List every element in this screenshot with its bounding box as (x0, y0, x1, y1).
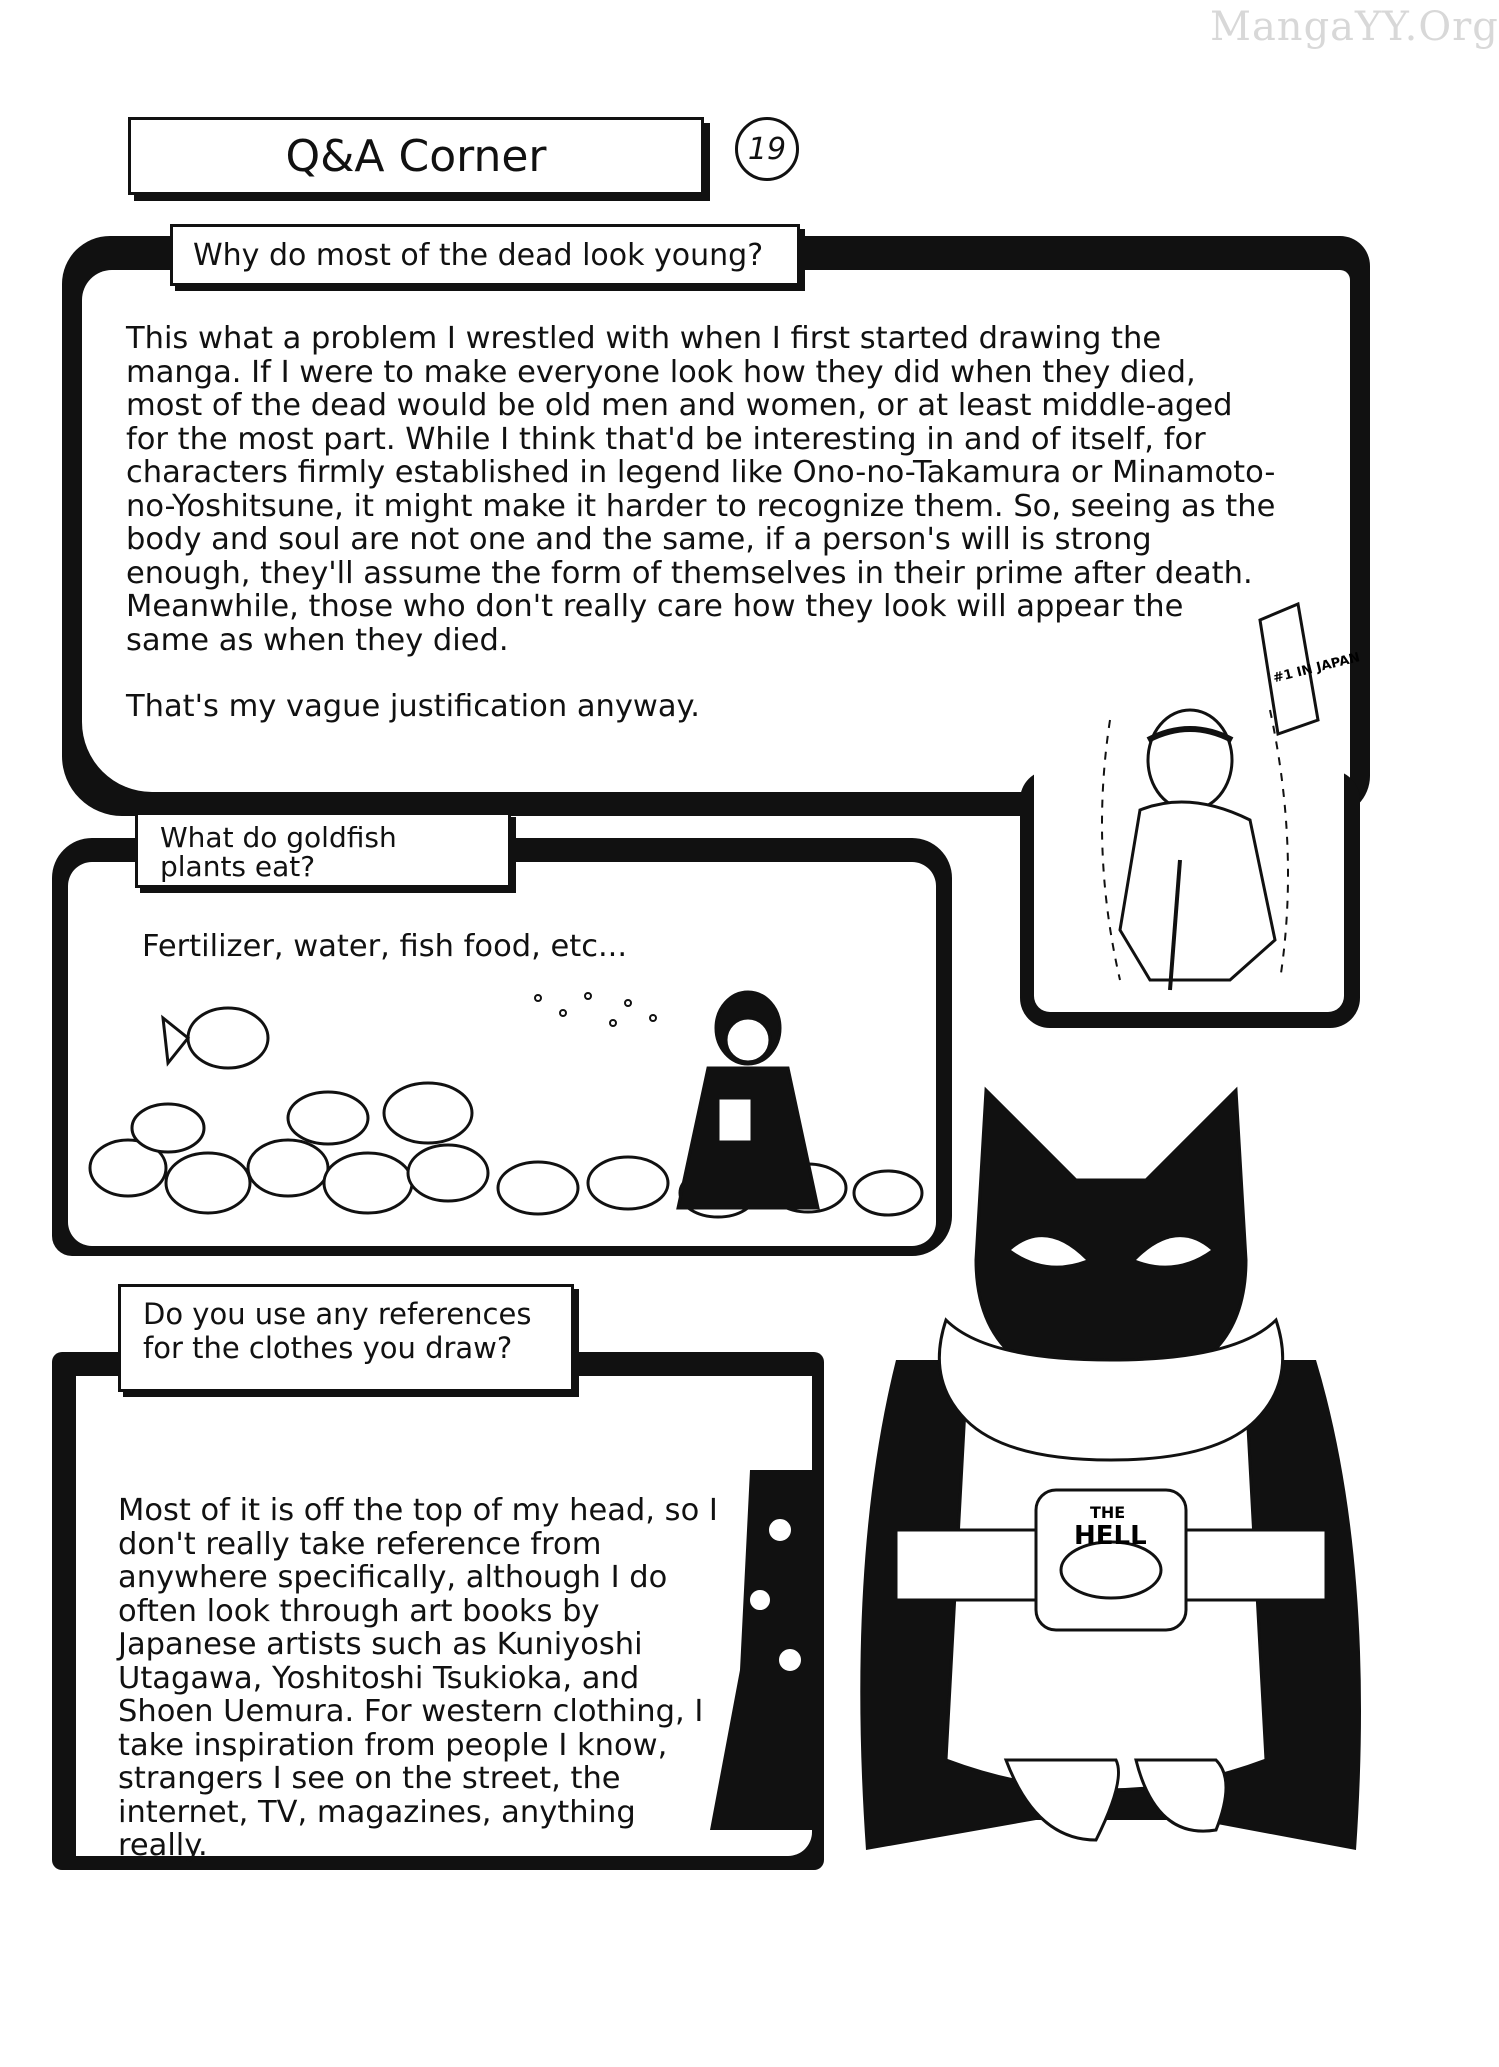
jumping-goldfish (163, 1008, 268, 1068)
hozuki-character (678, 992, 818, 1208)
sign-text: #1 IN JAPAN (1271, 650, 1362, 687)
cat-head (976, 1090, 1246, 1390)
kimono-pattern-decoration (710, 1470, 816, 1830)
belt-text-top: THE (1090, 1503, 1126, 1522)
question-label-clothes (118, 1284, 574, 1392)
wrestler-cat-illustration (836, 1060, 1396, 1860)
oldman-head (1148, 710, 1232, 810)
oldman-illustration (1060, 600, 1362, 1020)
question-text: Do you use any references for the clothes you draw? (143, 1297, 532, 1365)
page-title: Q&A Corner (128, 117, 704, 195)
answer-paragraph: That's my vague justification anyway. (126, 689, 700, 724)
goldfish-illustration (68, 968, 936, 1248)
site-watermark: MangaYY.Org (1210, 4, 1499, 50)
food-particles (535, 993, 656, 1026)
answer-paragraph: This what a problem I wrestled with when I first started drawing the manga. If I were to make everyone look how they did when they died, most of the dead would be old men and women, or at least middle-aged for the most part. While I think that'd be interesting in and of itself, for characters firmly established in legend like Ono-no-Takamura or Minamoto-no-Yoshitsune, it might make it harder to recognize them. So, seeing as the body and soul are not one and the same, if a person's will is strong enough, they'll assume the form of themselves in their prime after death. Meanwhile, those who don't really care how they look will appear the same as when they died. (126, 321, 1276, 658)
belt-text-main: HELL (1074, 1521, 1147, 1551)
question-text: What do goldfish plants eat? (160, 821, 397, 883)
question-label-dead-young: Why do most of the dead look young? (170, 224, 800, 286)
page-number: 19 (735, 117, 799, 181)
answer-clothes: Most of it is off the top of my head, so I don't really take reference from anywhere specifically, although I do often look through art books by Japanese artists such as Kuniyoshi Utagawa, Yoshitoshi Tsukioka, and Shoen Uemura. For western clothing, I take inspiration from people I know, strangers I see on the street, the internet, TV, magazines, anything really. (118, 1493, 718, 1863)
oldman-body (1120, 802, 1275, 980)
question-label-goldfish (135, 812, 511, 888)
answer-goldfish: Fertilizer, water, fish food, etc... (142, 929, 628, 964)
